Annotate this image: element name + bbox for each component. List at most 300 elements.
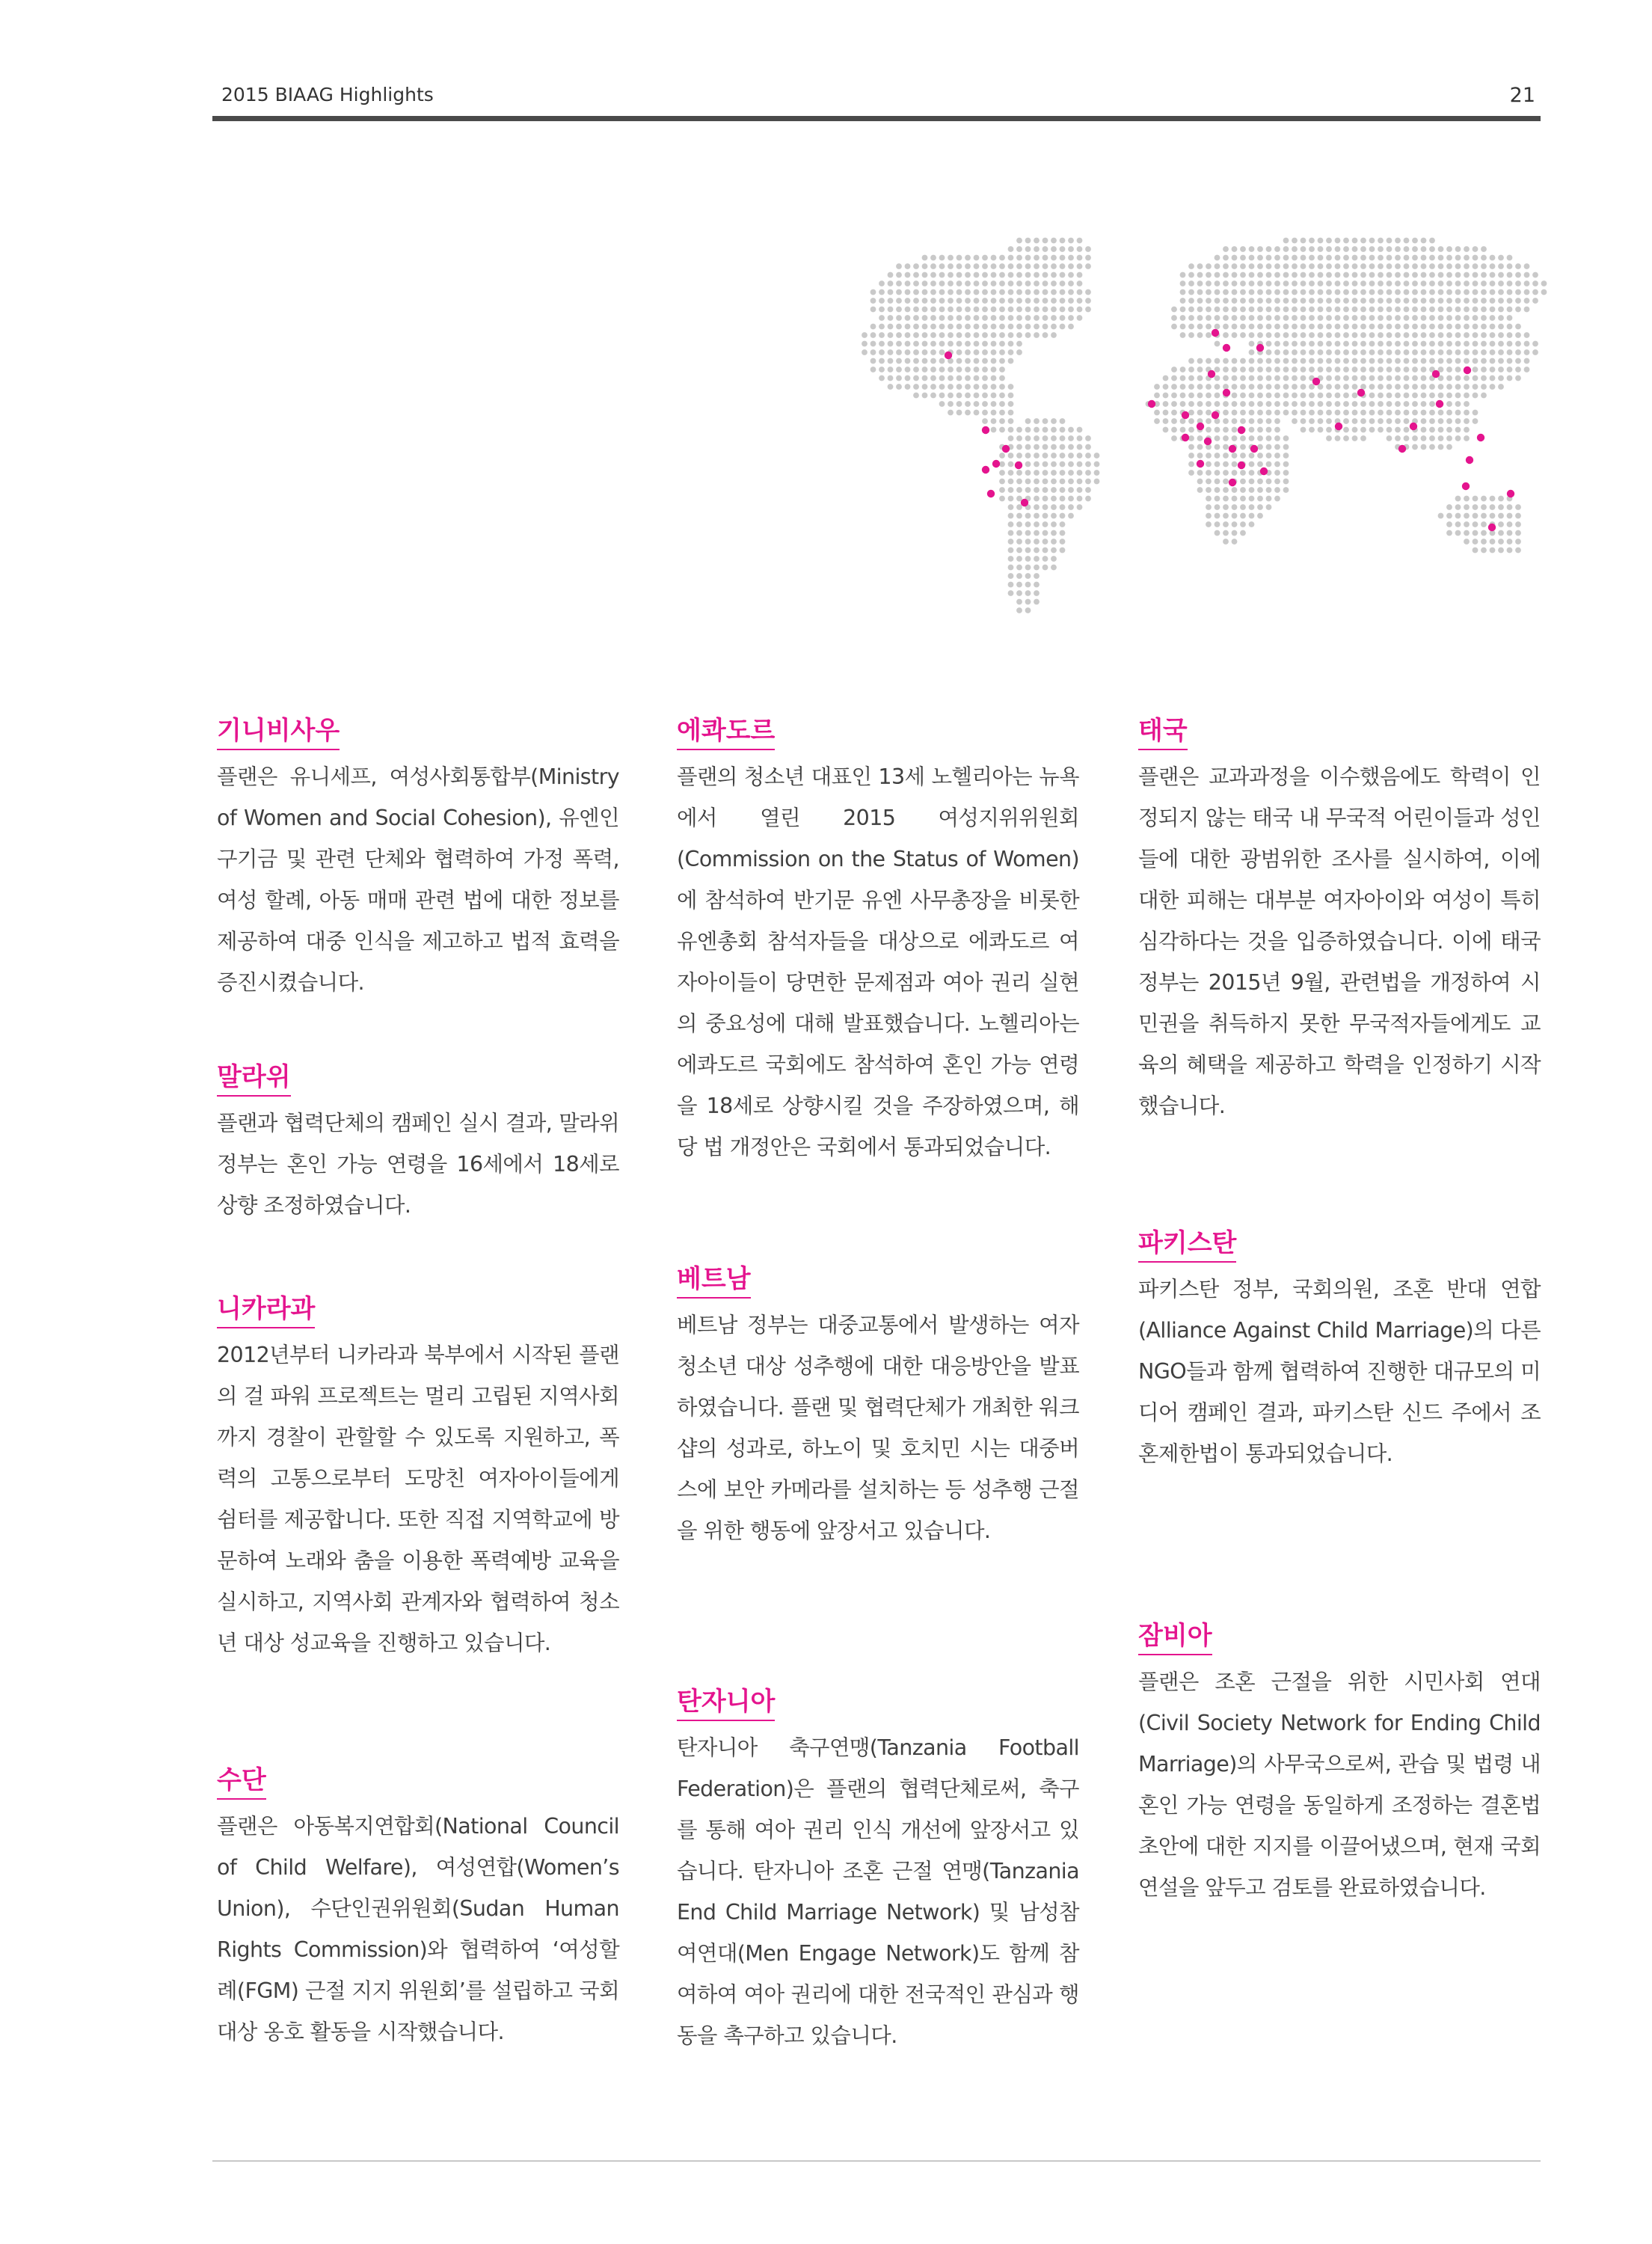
map-dot	[1043, 556, 1048, 562]
map-dot	[1498, 539, 1504, 545]
section-title: 에콰도르	[677, 714, 775, 750]
map-dot	[999, 315, 1005, 321]
map-highlight-dot	[1436, 400, 1443, 408]
map-dot	[1507, 324, 1513, 330]
map-dot	[1249, 375, 1255, 381]
map-dot	[1438, 246, 1444, 252]
map-dot	[905, 307, 911, 313]
map-dot	[913, 307, 919, 313]
map-dot	[974, 289, 980, 295]
map-dot	[1283, 289, 1289, 295]
map-highlight-dot	[1229, 479, 1236, 486]
map-dot	[1257, 375, 1263, 381]
section-title: 말라위	[217, 1061, 291, 1097]
map-dot	[1532, 272, 1538, 278]
map-dot	[1215, 435, 1220, 441]
map-dot	[939, 332, 945, 338]
map-dot	[1197, 315, 1203, 321]
map-dot	[1085, 470, 1091, 476]
map-dot	[1515, 332, 1521, 338]
map-dot	[1025, 556, 1031, 562]
map-dot	[1043, 289, 1048, 295]
map-highlight-dot	[945, 352, 952, 359]
map-dot	[1043, 332, 1048, 338]
map-dot	[1249, 341, 1255, 347]
map-dot	[905, 375, 911, 381]
map-dot	[1215, 401, 1220, 407]
map-dot	[888, 341, 894, 347]
map-dot	[982, 349, 988, 355]
map-dot	[1455, 435, 1461, 441]
map-dot	[1188, 393, 1194, 399]
map-dot	[1188, 435, 1194, 441]
map-dot	[1455, 496, 1461, 502]
map-dot	[1025, 418, 1031, 424]
map-dot	[1301, 315, 1306, 321]
map-dot	[1464, 315, 1470, 321]
map-dot	[913, 280, 919, 286]
map-dot	[982, 384, 988, 390]
map-dot	[1266, 375, 1272, 381]
map-dot	[1421, 401, 1427, 407]
map-dot	[1326, 238, 1332, 244]
map-dot	[1360, 418, 1366, 424]
map-dot	[870, 324, 876, 330]
map-dot	[1180, 375, 1186, 381]
section-pakistan	[1138, 1227, 1541, 1474]
map-dot	[1068, 479, 1074, 485]
map-dot	[1490, 358, 1496, 364]
map-dot	[1215, 504, 1220, 510]
map-dot	[1318, 298, 1324, 304]
map-dot	[905, 341, 911, 347]
map-dot	[1274, 349, 1280, 355]
map-dot	[1085, 487, 1091, 493]
map-dot	[1197, 324, 1203, 330]
map-highlight-dot	[1466, 456, 1473, 464]
map-highlight-dot	[1015, 462, 1022, 469]
map-dot	[1369, 375, 1375, 381]
map-dot	[1025, 565, 1031, 571]
map-dot	[1387, 332, 1392, 338]
map-dot	[1180, 393, 1186, 399]
map-dot	[1292, 367, 1298, 373]
map-dot	[1249, 521, 1255, 527]
map-dot	[1223, 315, 1229, 321]
map-dot	[1498, 384, 1504, 390]
map-dot	[1421, 384, 1427, 390]
map-dot	[999, 367, 1005, 373]
map-dot	[991, 263, 997, 269]
map-dot	[1283, 307, 1289, 313]
map-dot	[974, 393, 980, 399]
map-dot	[939, 375, 945, 381]
map-dot	[1498, 349, 1504, 355]
map-dot	[1481, 375, 1487, 381]
map-dot	[1283, 393, 1289, 399]
map-dot	[1240, 410, 1246, 416]
map-highlight-dot	[1223, 389, 1230, 396]
section-nicaragua	[217, 1293, 619, 1664]
map-dot	[1257, 367, 1263, 373]
map-dot	[1429, 401, 1435, 407]
map-dot	[999, 487, 1005, 493]
map-dot	[1249, 479, 1255, 485]
map-dot	[1292, 289, 1298, 295]
map-dot	[1455, 367, 1461, 373]
map-dot	[1404, 384, 1410, 390]
map-highlight-dot	[1410, 423, 1417, 430]
map-dot	[1446, 444, 1452, 450]
map-dot	[922, 280, 928, 286]
map-dot	[1429, 410, 1435, 416]
map-dot	[1008, 582, 1014, 588]
map-highlight-dot	[1507, 490, 1514, 497]
map-dot	[1292, 324, 1298, 330]
map-dot	[1016, 453, 1022, 459]
map-dot	[1360, 349, 1366, 355]
map-dot	[1215, 418, 1220, 424]
map-dot	[1412, 384, 1418, 390]
map-dot	[1318, 418, 1324, 424]
map-dot	[1060, 453, 1066, 459]
map-dot	[1232, 358, 1238, 364]
map-dot	[1326, 341, 1332, 347]
map-dot	[1034, 280, 1040, 286]
map-dot	[1490, 504, 1496, 510]
map-dot	[1008, 255, 1014, 261]
map-dot	[1188, 384, 1194, 390]
map-dot	[1326, 298, 1332, 304]
map-dot	[1498, 315, 1504, 321]
map-dot	[1266, 246, 1272, 252]
map-dot	[1274, 393, 1280, 399]
map-dot	[1206, 358, 1212, 364]
map-dot	[896, 280, 902, 286]
map-dot	[1025, 263, 1031, 269]
map-dot	[1223, 453, 1229, 459]
map-dot	[1395, 298, 1401, 304]
map-dot	[1240, 496, 1246, 502]
map-dot	[1249, 496, 1255, 502]
map-dot	[1034, 539, 1040, 545]
map-dot	[1283, 255, 1289, 261]
map-dot	[1171, 393, 1177, 399]
map-dot	[991, 255, 997, 261]
map-dot	[1446, 367, 1452, 373]
map-dot	[999, 410, 1005, 416]
map-dot	[1438, 341, 1444, 347]
map-dot	[1008, 393, 1014, 399]
map-highlight-dot	[1021, 499, 1028, 506]
map-dot	[1309, 393, 1315, 399]
map-dot	[1051, 530, 1057, 536]
map-highlight-dot	[1182, 434, 1189, 441]
map-dot	[1008, 462, 1014, 468]
map-dot	[1223, 384, 1229, 390]
map-dot	[1326, 384, 1332, 390]
map-dot	[1352, 349, 1358, 355]
map-highlight-dot	[1229, 445, 1236, 453]
map-dot	[1438, 410, 1444, 416]
map-dot	[956, 410, 962, 416]
map-dot	[1318, 246, 1324, 252]
map-dot	[930, 367, 936, 373]
map-dot	[1335, 401, 1341, 407]
map-dot	[1387, 393, 1392, 399]
map-dot	[1490, 255, 1496, 261]
map-dot	[1025, 255, 1031, 261]
map-dot	[1240, 272, 1246, 278]
map-dot	[1404, 410, 1410, 416]
map-dot	[1283, 479, 1289, 485]
map-dot	[1283, 246, 1289, 252]
map-dot	[879, 280, 885, 286]
map-dot	[948, 384, 954, 390]
map-dot	[1507, 539, 1513, 545]
map-dot	[1232, 307, 1238, 313]
section-body: 파키스탄 정부, 국회의원, 조혼 반대 연합(Alliance Against Child Marriage)의 다른 NGO들과 함께 협력하여 진행한 대규모의 미디어 캠페인 결과, 파키스탄 신드 주에서 조혼제한법이 통과되었습니다.	[1138, 1277, 1541, 1466]
map-dot	[1515, 341, 1521, 347]
map-dot	[1188, 453, 1194, 459]
map-dot	[1498, 280, 1504, 286]
map-dot	[1257, 401, 1263, 407]
map-dot	[1498, 496, 1504, 502]
map-dot	[896, 367, 902, 373]
map-dot	[1318, 332, 1324, 338]
map-dot	[1515, 375, 1521, 381]
map-dot	[922, 307, 928, 313]
map-dot	[1507, 521, 1513, 527]
map-dot	[1446, 263, 1452, 269]
map-dot	[1326, 289, 1332, 295]
map-dot	[1008, 358, 1014, 364]
map-dot	[1034, 470, 1040, 476]
map-dot	[1249, 384, 1255, 390]
map-dot	[1378, 255, 1384, 261]
map-dot	[1197, 280, 1203, 286]
map-dot	[1043, 280, 1048, 286]
map-dot	[1163, 418, 1169, 424]
map-dot	[1077, 435, 1083, 441]
map-dot	[1335, 410, 1341, 416]
map-dot	[1438, 307, 1444, 313]
map-dot	[1232, 384, 1238, 390]
map-dot	[1034, 590, 1040, 596]
map-dot	[1481, 315, 1487, 321]
map-dot	[1421, 410, 1427, 416]
map-dot	[1016, 427, 1022, 433]
map-dot	[1335, 298, 1341, 304]
map-dot	[1240, 435, 1246, 441]
map-dot	[905, 367, 911, 373]
map-dot	[1188, 324, 1194, 330]
map-dot	[1515, 548, 1521, 554]
map-dot	[1223, 462, 1229, 468]
map-dot	[862, 349, 868, 355]
map-dot	[1360, 384, 1366, 390]
map-dot	[1051, 280, 1057, 286]
map-dot	[1360, 246, 1366, 252]
map-dot	[982, 289, 988, 295]
map-dot	[1034, 427, 1040, 433]
map-dot	[1051, 435, 1057, 441]
map-dot	[1301, 263, 1306, 269]
map-dot	[1326, 427, 1332, 433]
map-dot	[1318, 393, 1324, 399]
map-dot	[1412, 272, 1418, 278]
map-dot	[1473, 349, 1478, 355]
map-dot	[1257, 479, 1263, 485]
map-dot	[1490, 298, 1496, 304]
map-dot	[870, 349, 876, 355]
map-dot	[1421, 435, 1427, 441]
map-dot	[956, 341, 962, 347]
map-dot	[1034, 332, 1040, 338]
map-dot	[1274, 332, 1280, 338]
map-dot	[1455, 427, 1461, 433]
map-dot	[1404, 375, 1410, 381]
map-dot	[1404, 272, 1410, 278]
map-dot	[1025, 332, 1031, 338]
map-dot	[1318, 358, 1324, 364]
map-dot	[1524, 332, 1530, 338]
map-dot	[956, 324, 962, 330]
map-dot	[1481, 393, 1487, 399]
map-dot	[948, 332, 954, 338]
map-dot	[1292, 384, 1298, 390]
map-dot	[1257, 427, 1263, 433]
map-dot	[965, 375, 971, 381]
map-dot	[1266, 410, 1272, 416]
map-dot	[1249, 272, 1255, 278]
map-dot	[1387, 324, 1392, 330]
map-dot	[1429, 444, 1435, 450]
map-dot	[1473, 539, 1478, 545]
map-dot	[1318, 324, 1324, 330]
map-dot	[1197, 263, 1203, 269]
map-dot	[1034, 479, 1040, 485]
map-dot	[1266, 307, 1272, 313]
map-dot	[1369, 263, 1375, 269]
map-dot	[1249, 504, 1255, 510]
map-dot	[1206, 401, 1212, 407]
map-dot	[1473, 358, 1478, 364]
map-dot	[1515, 324, 1521, 330]
map-dot	[1412, 324, 1418, 330]
map-dot	[1378, 375, 1384, 381]
map-dot	[1429, 298, 1435, 304]
map-dot	[1240, 444, 1246, 450]
map-dot	[1240, 418, 1246, 424]
map-dot	[1498, 263, 1504, 269]
map-dot	[1360, 324, 1366, 330]
map-dot	[1378, 289, 1384, 295]
map-dot	[1240, 315, 1246, 321]
map-dot	[1249, 289, 1255, 295]
map-dot	[999, 332, 1005, 338]
map-highlight-dot	[1488, 524, 1496, 531]
map-dot	[1481, 367, 1487, 373]
map-dot	[1490, 315, 1496, 321]
map-dot	[1326, 358, 1332, 364]
map-dot	[1206, 521, 1212, 527]
map-dot	[1464, 307, 1470, 313]
map-dot	[1274, 418, 1280, 424]
map-dot	[1352, 272, 1358, 278]
map-dot	[1025, 427, 1031, 433]
map-dot	[1490, 496, 1496, 502]
map-dot	[1008, 435, 1014, 441]
map-dot	[1180, 289, 1186, 295]
map-dot	[1188, 358, 1194, 364]
map-dot	[1171, 435, 1177, 441]
map-dot	[913, 272, 919, 278]
map-dot	[1223, 435, 1229, 441]
map-dot	[1077, 453, 1083, 459]
map-dot	[1378, 384, 1384, 390]
map-highlight-dot	[1357, 389, 1365, 396]
map-dot	[1378, 401, 1384, 407]
map-dot	[1060, 255, 1066, 261]
map-dot	[974, 280, 980, 286]
map-dot	[1387, 384, 1392, 390]
map-dot	[1360, 410, 1366, 416]
map-dot	[1215, 307, 1220, 313]
map-dot	[1481, 332, 1487, 338]
map-dot	[1326, 280, 1332, 286]
map-dot	[948, 324, 954, 330]
map-dot	[1507, 332, 1513, 338]
map-dot	[1163, 401, 1169, 407]
map-dot	[1326, 263, 1332, 269]
map-dot	[948, 401, 954, 407]
map-dot	[1034, 496, 1040, 502]
map-dot	[1215, 289, 1220, 295]
map-dot	[1034, 298, 1040, 304]
map-dot	[1360, 427, 1366, 433]
map-dot	[1378, 367, 1384, 373]
map-dot	[1473, 513, 1478, 519]
map-dot	[1498, 272, 1504, 278]
map-dot	[1016, 298, 1022, 304]
map-dot	[999, 462, 1005, 468]
map-dot	[1068, 504, 1074, 510]
map-dot	[1473, 548, 1478, 554]
map-dot	[956, 384, 962, 390]
map-dot	[1429, 393, 1435, 399]
map-dot	[1068, 263, 1074, 269]
map-dot	[1301, 367, 1306, 373]
map-dot	[1421, 298, 1427, 304]
map-dot	[965, 393, 971, 399]
map-dot	[1283, 272, 1289, 278]
map-dot	[1309, 341, 1315, 347]
map-dot	[1188, 298, 1194, 304]
map-dot	[1490, 539, 1496, 545]
map-dot	[1215, 470, 1220, 476]
map-dot	[1274, 384, 1280, 390]
map-dot	[1215, 358, 1220, 364]
map-dot	[1257, 435, 1263, 441]
map-dot	[1188, 418, 1194, 424]
map-dot	[1043, 246, 1048, 252]
map-dot	[1446, 521, 1452, 527]
map-dot	[905, 332, 911, 338]
map-dot	[1378, 324, 1384, 330]
map-dot	[1309, 349, 1315, 355]
map-dot	[1206, 384, 1212, 390]
